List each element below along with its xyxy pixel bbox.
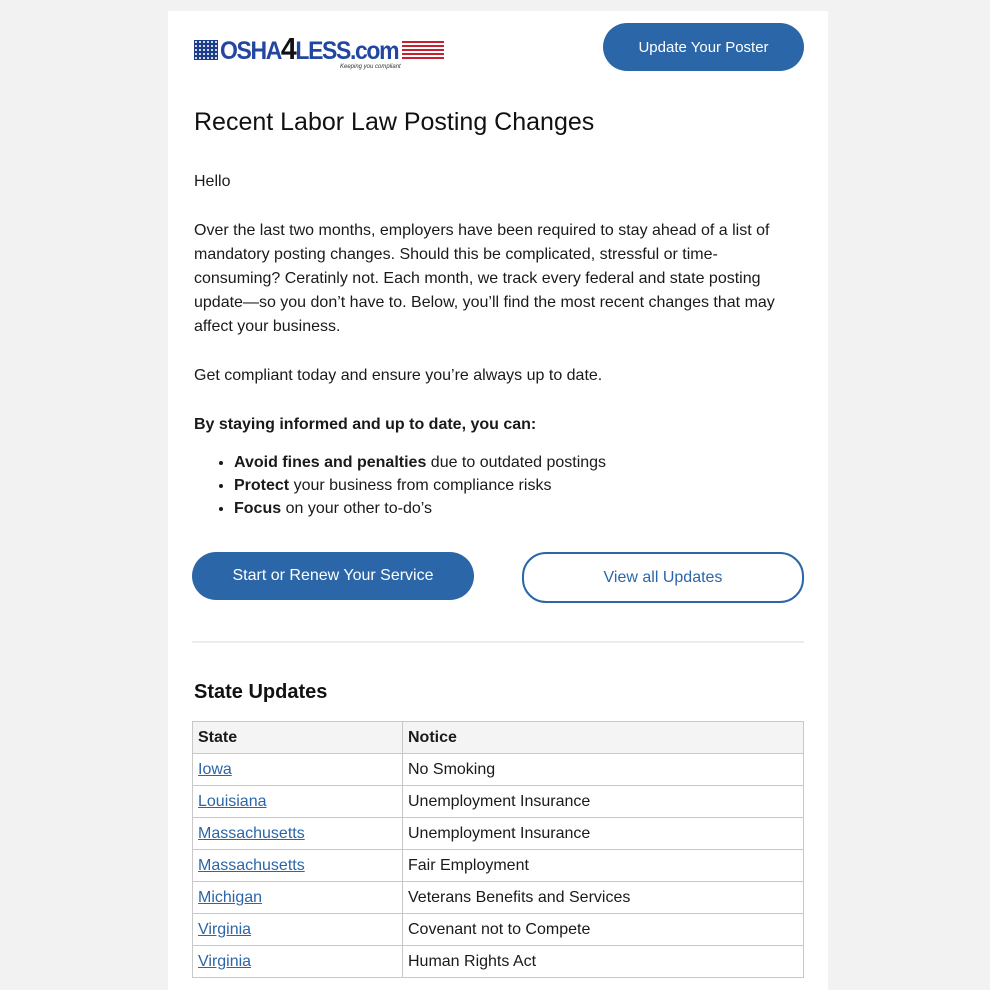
state-link[interactable]: Louisiana <box>198 792 267 810</box>
flag-stripes-icon <box>402 41 444 59</box>
column-header-state: State <box>193 722 403 754</box>
osha4less-logo[interactable] <box>194 31 444 77</box>
table-row <box>193 850 804 882</box>
benefit-item: • Avoid fines and penalties due to outdated postings <box>234 451 606 474</box>
notice-cell: Human Rights Act <box>403 946 804 978</box>
benefit-item: • Protect your business from compliance risks <box>234 474 606 497</box>
state-cell <box>193 818 403 850</box>
notice-cell: Unemployment Insurance <box>403 786 804 818</box>
table-row <box>193 914 804 946</box>
table-row <box>193 882 804 914</box>
benefits-list <box>194 451 606 520</box>
benefit-item: • Focus on your other to-do’s <box>234 497 606 520</box>
update-poster-button[interactable]: Update Your Poster <box>603 23 804 71</box>
state-link[interactable]: Virginia <box>198 920 252 938</box>
greeting: Hello <box>194 173 231 190</box>
state-link[interactable]: Massachusetts <box>198 856 305 874</box>
table-row <box>193 754 804 786</box>
page-title: Recent Labor Law Posting Changes <box>194 108 595 136</box>
table-header-row <box>193 722 804 754</box>
state-cell <box>193 786 403 818</box>
state-cell <box>193 850 403 882</box>
state-link[interactable]: Iowa <box>198 760 232 778</box>
state-cell <box>193 882 403 914</box>
intro-paragraph: Over the last two months, employers have been required to stay ahead of a list of mandatory posting changes. Should this be complicated, stressful or time-consuming? Ceratinly not. Each month, we track every federal and state posting update—so you don’t have to. Below, you’ll find the most recent changes that may affect your business. <box>194 222 775 335</box>
column-header-notice: Notice <box>403 722 804 754</box>
state-cell <box>193 946 403 978</box>
logo-wordmark: OSHA4LESS.com <box>220 31 399 66</box>
state-updates-table <box>192 721 804 978</box>
logo-tagline: Keeping you compliant <box>340 64 401 70</box>
notice-cell: Unemployment Insurance <box>403 818 804 850</box>
notice-cell: No Smoking <box>403 754 804 786</box>
notice-cell: Veterans Benefits and Services <box>403 882 804 914</box>
notice-cell: Covenant not to Compete <box>403 914 804 946</box>
start-renew-service-button[interactable]: Start or Renew Your Service <box>192 552 474 600</box>
flag-stars-icon <box>194 40 218 60</box>
table-row <box>193 818 804 850</box>
state-link[interactable]: Michigan <box>198 888 263 906</box>
benefits-heading: By staying informed and up to date, you can: <box>194 416 537 433</box>
table-row <box>193 946 804 978</box>
notice-cell: Fair Employment <box>403 850 804 882</box>
table-row <box>193 786 804 818</box>
state-cell <box>193 914 403 946</box>
state-updates-heading: State Updates <box>194 681 328 703</box>
email-card <box>168 11 828 990</box>
state-link[interactable]: Virginia <box>198 952 252 970</box>
state-link[interactable]: Massachusetts <box>198 824 305 842</box>
state-cell <box>193 754 403 786</box>
cta-text: Get compliant today and ensure you’re always up to date. <box>194 367 603 384</box>
section-divider <box>192 641 804 643</box>
view-all-updates-button[interactable]: View all Updates <box>522 552 804 603</box>
